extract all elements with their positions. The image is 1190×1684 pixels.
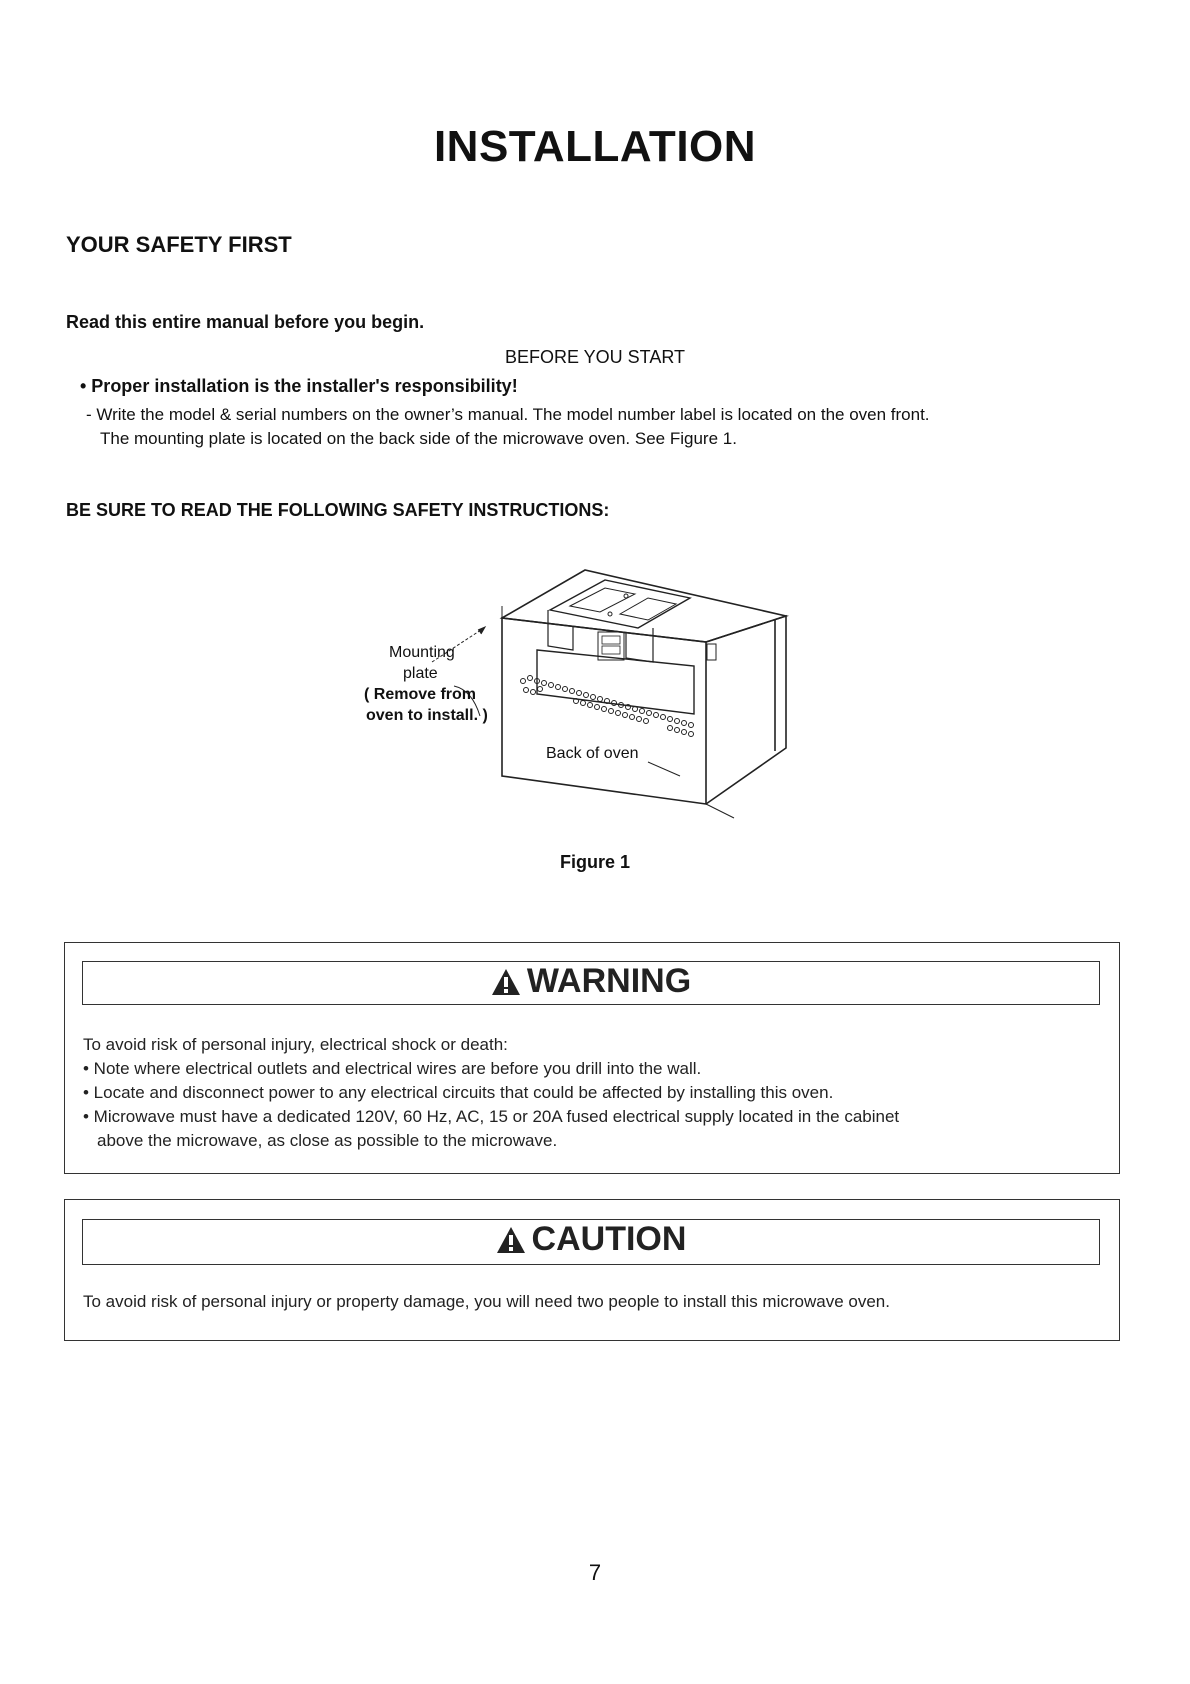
oven-side-face <box>706 616 786 804</box>
before-you-start-heading: BEFORE YOU START <box>504 347 686 367</box>
warning-header-box <box>82 961 1100 1005</box>
figure-label-remove: ( Remove from <box>364 686 477 703</box>
warning-bullet-2: • Locate and disconnect power to any electrical circuits that could be affected by installing this oven. <box>83 1083 834 1102</box>
page-number: 7 <box>588 1560 602 1585</box>
warning-heading-text: WARNING <box>526 962 692 1000</box>
oven-top-face <box>502 570 786 642</box>
warning-triangle-icon <box>496 1226 526 1254</box>
warning-header <box>491 962 691 1001</box>
warning-intro: To avoid risk of personal injury, electrical shock or death: <box>83 1035 508 1054</box>
read-manual-note: Read this entire manual before you begin. <box>66 312 425 332</box>
figure-label-oven: oven to install. ) <box>366 707 488 724</box>
warning-bullet-3-cont: above the microwave, as close as possible to the microwave. <box>97 1131 558 1150</box>
caution-text: To avoid risk of personal injury or property damage, you will need two people to install this microwave oven. <box>83 1292 890 1311</box>
responsibility-bullet: • Proper installation is the installer's responsibility! <box>80 376 518 396</box>
caution-heading-text: CAUTION <box>531 1220 687 1258</box>
figure-caption: Figure 1 <box>559 852 630 872</box>
warning-bullet-3: • Microwave must have a dedicated 120V, 60 Hz, AC, 15 or 20A fused electrical supply located in the cabinet <box>83 1107 900 1126</box>
caution-header-box <box>82 1219 1100 1265</box>
figure-label-plate: plate <box>403 665 438 682</box>
caution-box <box>64 1199 1120 1341</box>
warning-bullet-1: • Note where electrical outlets and electrical wires are before you drill into the wall. <box>83 1059 702 1078</box>
warning-triangle-icon <box>491 968 521 996</box>
warning-box <box>64 942 1120 1174</box>
mounting-plate <box>550 580 690 628</box>
figure-label-mounting: Mounting <box>389 644 455 661</box>
page-title: INSTALLATION <box>433 122 757 171</box>
caution-header <box>496 1220 687 1259</box>
safety-instructions-heading: BE SURE TO READ THE FOLLOWING SAFETY INSTRUCTIONS: <box>66 500 610 520</box>
figure-label-back: Back of oven <box>546 745 639 762</box>
instruction-line-1: - Write the model & serial numbers on the owner’s manual. The model number label is located on the oven front. <box>86 405 930 424</box>
section-heading: YOUR SAFETY FIRST <box>66 232 292 257</box>
instruction-line-2: The mounting plate is located on the back side of the microwave oven. See Figure 1. <box>100 429 737 448</box>
